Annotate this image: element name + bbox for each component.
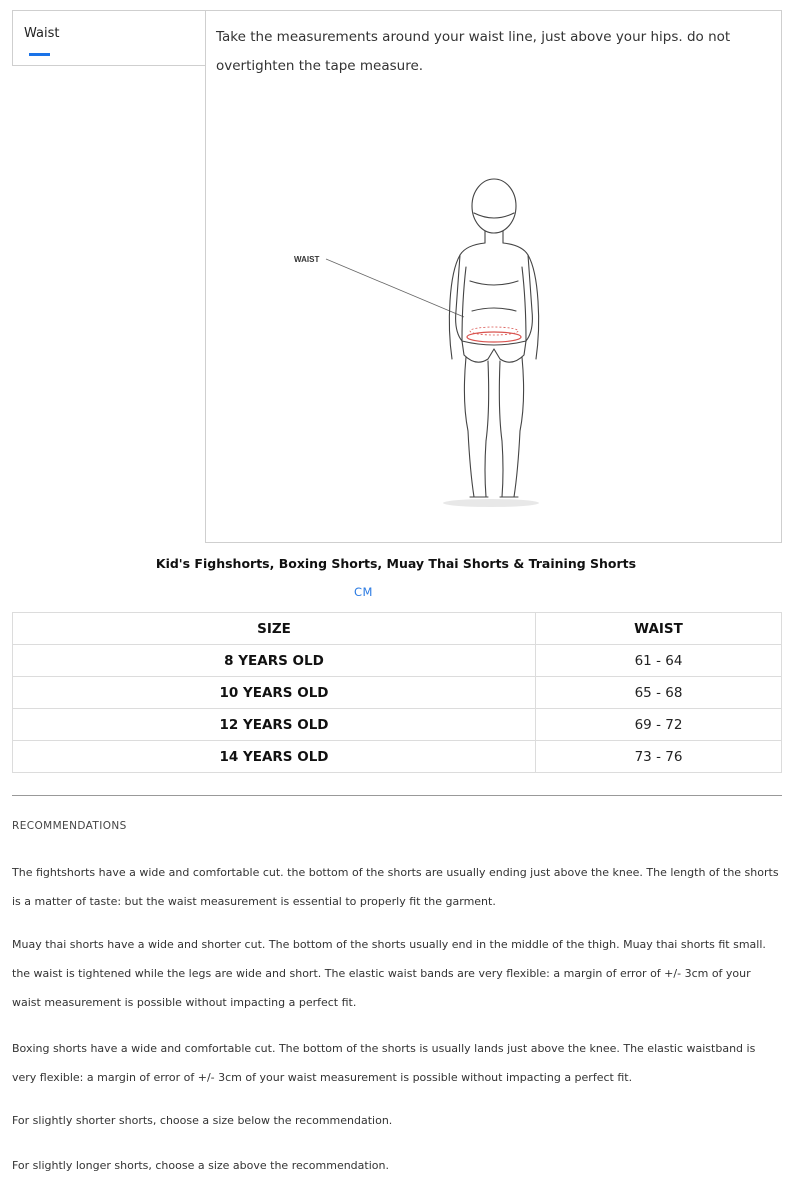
table-header-row <box>13 613 782 645</box>
section-divider <box>12 795 782 796</box>
waist-callout-label: WAIST <box>294 255 320 264</box>
waist-cell: 73 - 76 <box>536 741 782 773</box>
size-cell: 8 YEARS OLD <box>13 645 536 677</box>
measurement-panel <box>205 10 782 543</box>
table-row <box>13 709 782 741</box>
tab-label: Waist <box>24 26 60 41</box>
table-row <box>13 741 782 773</box>
size-chart-table <box>12 612 782 773</box>
recommendation-paragraph: For slightly longer shorts, choose a size above the recommendation. <box>12 1159 389 1172</box>
size-cell: 14 YEARS OLD <box>13 741 536 773</box>
table-row <box>13 645 782 677</box>
waist-cell: 61 - 64 <box>536 645 782 677</box>
tab-waist[interactable] <box>12 10 206 66</box>
active-tab-indicator <box>29 53 50 56</box>
measurement-instructions: Take the measurements around your waist line, just above your hips. do not overtighten the tape measure. <box>216 29 731 74</box>
size-table-title: Kid's Fighshorts, Boxing Shorts, Muay Thai Shorts & Training Shorts <box>155 556 637 571</box>
table-row <box>13 677 782 709</box>
column-header-waist: WAIST <box>536 613 782 645</box>
unit-toggle-cm[interactable]: CM <box>354 585 373 599</box>
recommendations-heading: RECOMMENDATIONS <box>12 820 127 832</box>
waist-cell: 65 - 68 <box>536 677 782 709</box>
recommendation-paragraph: Boxing shorts have a wide and comfortable cut. The bottom of the shorts is usually lands just above the knee. The elastic waistband is very flexible: a margin of error of +/- 3cm of your waist measurement is possible without impacting a perfect fit. <box>12 1042 756 1084</box>
column-header-size: SIZE <box>13 613 536 645</box>
size-cell: 12 YEARS OLD <box>13 709 536 741</box>
size-cell: 10 YEARS OLD <box>13 677 536 709</box>
waist-cell: 69 - 72 <box>536 709 782 741</box>
recommendation-paragraph: For slightly shorter shorts, choose a size below the recommendation. <box>12 1114 393 1127</box>
child-body-illustration <box>286 171 546 511</box>
recommendation-paragraph: The fightshorts have a wide and comfortable cut. the bottom of the shorts are usually ending just above the knee. The length of the shorts is a matter of taste: but the waist measurement is essential to properly fit the garment. <box>12 866 779 908</box>
recommendation-paragraph: Muay thai shorts have a wide and shorter cut. The bottom of the shorts usually end in the middle of the thigh. Muay thai shorts fit small. the waist is tightened while the legs are wide and short. The elastic waist bands are very flexible: a margin of error of +/- 3cm of your waist measurement is possible without impacting a perfect fit. <box>12 938 766 1009</box>
